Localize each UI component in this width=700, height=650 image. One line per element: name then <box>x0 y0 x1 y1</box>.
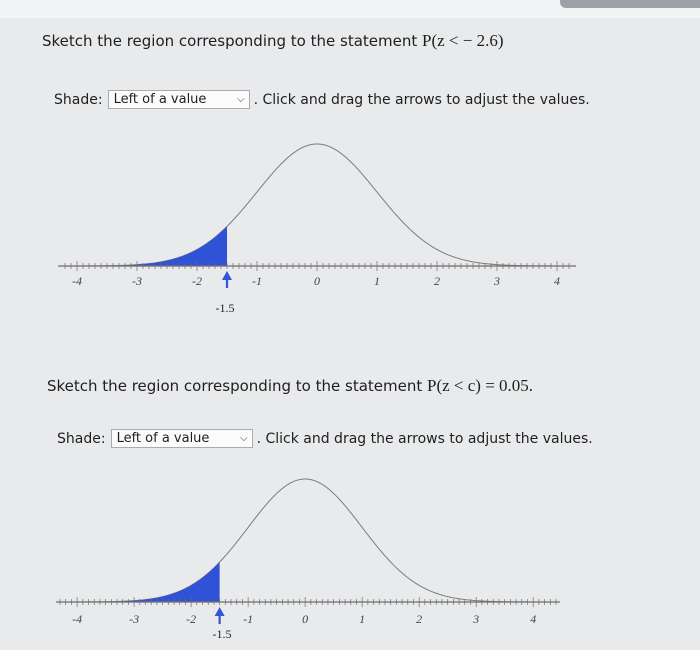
problem-2-tick-label: -3 <box>129 612 140 626</box>
problem-2-tick-label: -1 <box>243 612 254 626</box>
problem-1-prompt-text: Sketch the region corresponding to the statement <box>42 32 423 50</box>
problem-1-shade-select[interactable] <box>108 90 250 109</box>
arrow-up-icon[interactable] <box>222 271 232 288</box>
problem-2-hint: . Click and drag the arrows to adjust the values. <box>256 430 593 447</box>
problem-1-graph <box>0 130 700 335</box>
problem-2-tick-label: -2 <box>186 612 197 626</box>
problem-1-prompt-math: P(z < − 2.6) <box>422 31 504 50</box>
problem-2-tick-label: 4 <box>530 612 537 626</box>
problem-1-tick-label: 4 <box>554 274 560 288</box>
problem-2-tick-label: 1 <box>359 612 366 626</box>
chevron-down-icon: ⌵ <box>239 433 248 444</box>
problem-1-shade-value: Left of a value <box>113 92 207 107</box>
problem-2-tick-label: 3 <box>473 612 480 626</box>
problem-2-density-curve <box>60 479 556 602</box>
problem-1-tick-label: -1 <box>252 274 262 288</box>
problem-1-marker-label: -1.5 <box>215 301 235 315</box>
problem-2-normal-curve-plot <box>0 458 700 645</box>
problem-1-tick-label: -2 <box>192 274 202 288</box>
problem-1-tick-label: 1 <box>374 274 380 288</box>
problem-2-shade-value: Left of a value <box>116 431 210 446</box>
problem-1-normal-curve-plot <box>0 130 700 330</box>
problem-1-tick-label: -4 <box>72 274 82 288</box>
problem-1-tick-label: 2 <box>434 274 440 288</box>
problem-2-graph <box>0 458 700 650</box>
problem-1-tick-label: 0 <box>314 274 320 288</box>
problem-1-shade-label: Shade: <box>54 91 103 108</box>
problem-1-prompt <box>42 31 504 51</box>
problem-1-tick-label: -3 <box>132 274 142 288</box>
problem-2-shade-row <box>57 429 593 448</box>
top-band-edge <box>560 0 700 8</box>
arrow-up-icon[interactable] <box>215 607 225 624</box>
problem-1-hint: . Click and drag the arrows to adjust the values. <box>253 91 590 108</box>
problem-1-tick-label: 3 <box>494 274 500 288</box>
problem-1-density-curve <box>62 144 572 266</box>
problem-2-shade-select[interactable] <box>111 429 253 448</box>
chevron-down-icon: ⌵ <box>236 94 245 105</box>
problem-1-shade-row <box>54 90 590 109</box>
problem-2-marker-label: -1.5 <box>212 627 232 641</box>
problem-2-tick-label: -4 <box>72 612 83 626</box>
problem-2-prompt-text: Sketch the region corresponding to the statement <box>47 377 428 395</box>
problem-2-shade-label: Shade: <box>57 430 106 447</box>
problem-2-prompt-math: P(z < c) = 0.05. <box>427 376 534 395</box>
problem-2-tick-label: 0 <box>302 612 309 626</box>
problem-2-tick-label: 2 <box>416 612 423 626</box>
problem-2-prompt <box>47 376 533 396</box>
